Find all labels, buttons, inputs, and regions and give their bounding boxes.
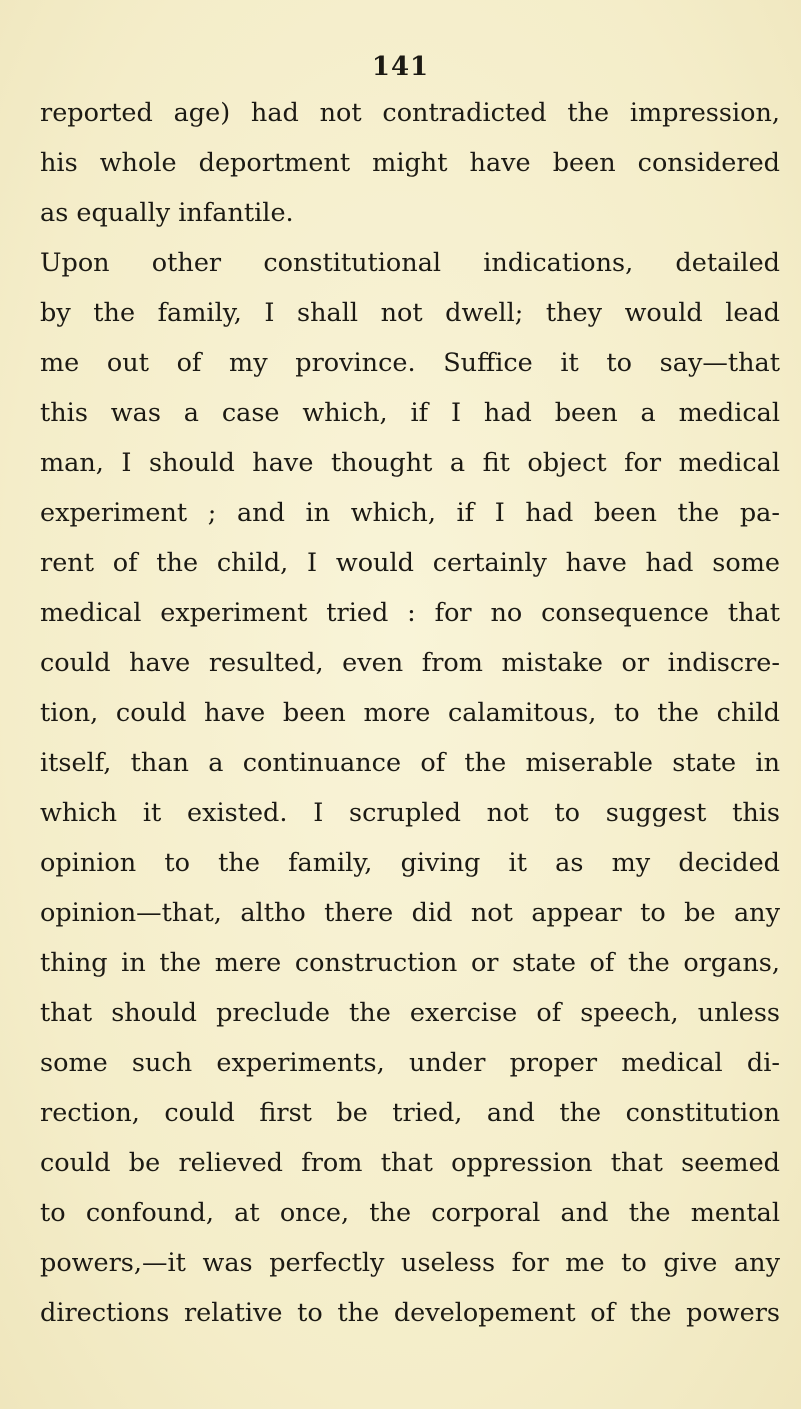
text-line: me out of my province. Suffice it to say—that [40, 348, 780, 378]
text-line: man, I should have thought a fit object for medical [40, 448, 780, 478]
page-number: 141 [371, 52, 430, 82]
text-line: his whole deportment might have been considered [40, 148, 780, 178]
text-line: medical experiment tried : for no consequence that [40, 598, 780, 628]
text-line: by the family, I shall not dwell; they would lead [40, 298, 780, 328]
text-line: that should preclude the exercise of speech, unless [40, 998, 780, 1028]
text-line: some such experiments, under proper medical di- [40, 1048, 780, 1078]
text-line: which it existed. I scrupled not to suggest this [40, 798, 780, 828]
text-line: directions relative to the developement of the powers [40, 1298, 780, 1328]
text-line: rent of the child, I would certainly have had some [40, 548, 780, 578]
text-line: Upon other constitutional indications, detailed [40, 248, 780, 278]
text-line: opinion to the family, giving it as my decided [40, 848, 780, 878]
text-line: as equally infantile. [40, 198, 294, 228]
text-line: experiment ; and in which, if I had been the pa- [40, 498, 780, 528]
text-line: reported age) had not contradicted the impression, [40, 98, 780, 128]
text-line: powers,—it was perfectly useless for me to give any [40, 1248, 780, 1278]
text-line: this was a case which, if I had been a medical [40, 398, 780, 428]
text-line: to confound, at once, the corporal and the mental [40, 1198, 780, 1228]
text-line: rection, could first be tried, and the constitution [40, 1098, 780, 1128]
text-line: tion, could have been more calamitous, to the child [40, 698, 780, 728]
body-text [40, 88, 780, 1338]
text-line: could have resulted, even from mistake or indiscre- [40, 648, 780, 678]
text-line: opinion—that, altho there did not appear to be any [40, 898, 780, 928]
text-line: itself, than a continuance of the miserable state in [40, 748, 780, 778]
text-line: thing in the mere construction or state of the organs, [40, 948, 780, 978]
text-line: could be relieved from that oppression that seemed [40, 1148, 780, 1178]
